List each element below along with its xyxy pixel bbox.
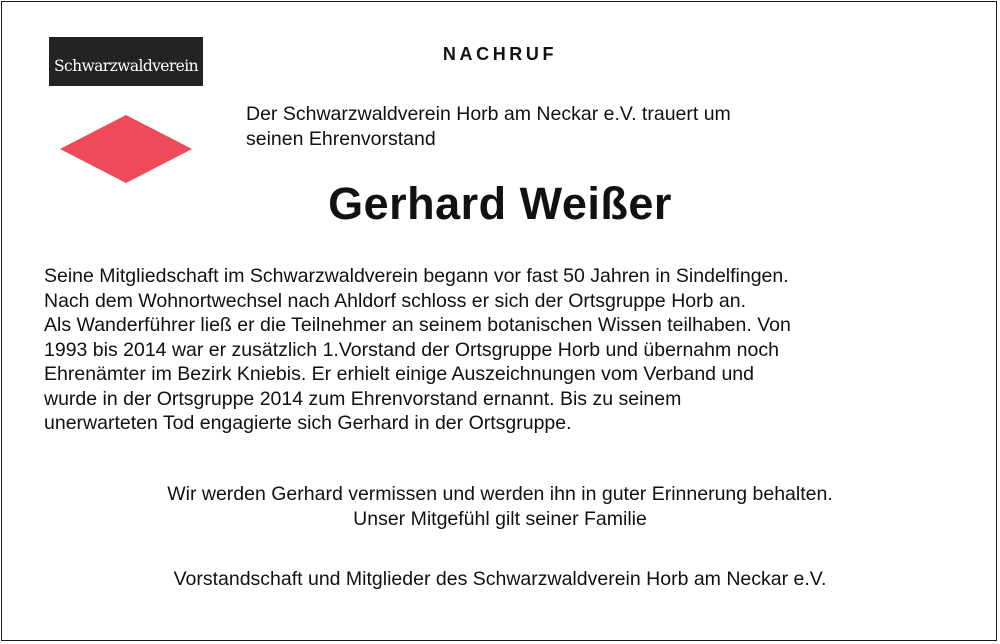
biography-line: Seine Mitgliedschaft im Schwarzwaldverein begann vor fast 50 Jahren in Sindelfingen. bbox=[44, 265, 789, 287]
intro-line: Der Schwarzwaldverein Horb am Neckar e.V. trauert um bbox=[246, 103, 731, 125]
biography-line: Ehrenämter im Bezirk Kniebis. Er erhielt einige Auszeichnungen vom Verband und bbox=[44, 363, 754, 385]
deceased-name: Gerhard Weißer bbox=[328, 178, 672, 229]
biography-line: wurde in der Ortsgruppe 2014 zum Ehrenvorstand ernannt. Bis zu seinem bbox=[44, 387, 682, 410]
notice-kicker: NACHRUF bbox=[442, 44, 558, 64]
biography-text bbox=[44, 264, 791, 436]
closing-line: Wir werden Gerhard vermissen und werden ihn in guter Erinnerung behalten. bbox=[167, 483, 833, 505]
biography-line: 1993 bis 2014 war er zusätzlich 1.Vorstand der Ortsgruppe Horb und übernahm noch bbox=[44, 338, 779, 361]
closing-text bbox=[0, 482, 1000, 532]
biography-line: Als Wanderführer ließ er die Teilnehmer an seinem botanischen Wissen teilhaben. Von bbox=[44, 314, 791, 336]
biography-line: unerwarteten Tod engagierte sich Gerhard in der Ortsgruppe. bbox=[44, 412, 572, 434]
schwarzwaldverein-logo bbox=[49, 37, 203, 86]
intro-line: seinen Ehrenvorstand bbox=[246, 128, 436, 150]
logo-text: Schwarzwaldverein bbox=[53, 56, 198, 75]
biography-line: Nach dem Wohnortwechsel nach Ahldorf schloss er sich der Ortsgruppe Horb an. bbox=[44, 289, 746, 312]
signature-text: Vorstandschaft und Mitglieder des Schwarzwaldverein Horb am Neckar e.V. bbox=[173, 568, 827, 590]
diamond-shape bbox=[60, 115, 192, 183]
intro-text bbox=[246, 102, 731, 152]
closing-line: Unser Mitgefühl gilt seiner Familie bbox=[353, 508, 647, 530]
diamond-logo-icon bbox=[60, 115, 192, 183]
